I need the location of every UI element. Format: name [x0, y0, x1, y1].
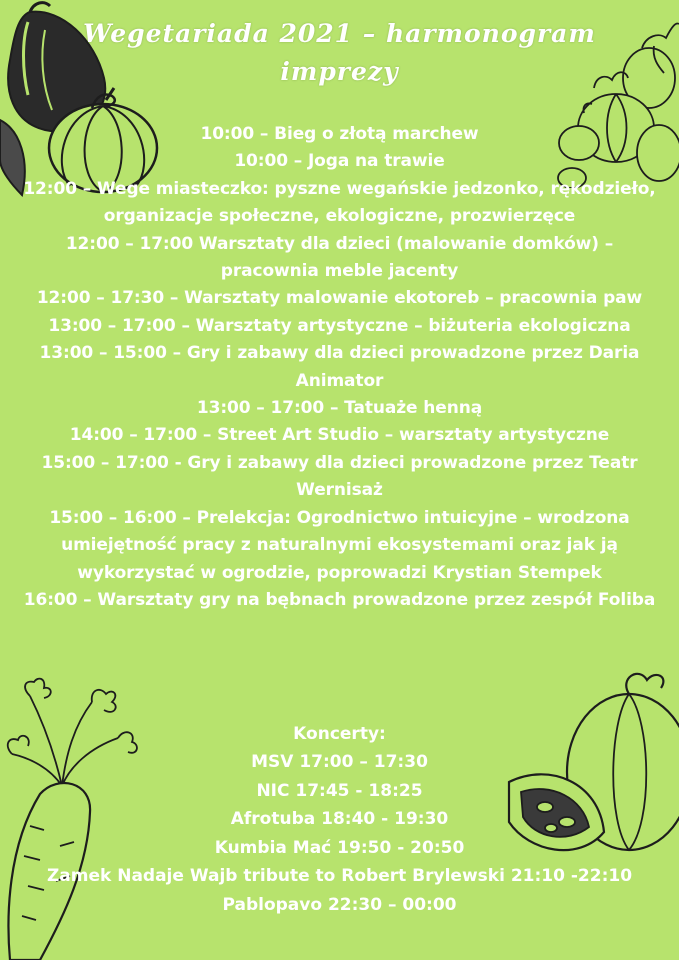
schedule-list — [18, 121, 661, 614]
concert-item: Zamek Nadaje Wajb tribute to Robert Brylewski 21:10 -22:10 — [46, 866, 633, 887]
schedule-item: 16:00 – Warsztaty gry na bębnach prowadzone przez zespół Foliba — [23, 589, 656, 610]
concert-item: Kumbia Mać 19:50 - 20:50 — [214, 837, 465, 858]
concert-item: NIC 17:45 - 18:25 — [256, 780, 423, 801]
schedule-item: 14:00 – 17:00 – Street Art Studio – warsztaty artystyczne — [69, 425, 610, 446]
concerts-list — [18, 748, 661, 920]
concert-item: Afrotuba 18:40 - 19:30 — [230, 809, 449, 830]
schedule-item: 12:00 – 17:00 Warsztaty dla dzieci (malowanie domków) – pracownia meble jacenty — [65, 233, 614, 282]
concerts-heading: Koncerty: — [293, 724, 386, 744]
schedule-item: 13:00 – 15:00 – Gry i zabawy dla dzieci prowadzone przez Daria Animator — [39, 343, 640, 391]
schedule-item: 10:00 – Bieg o złotą marchew — [200, 124, 479, 144]
schedule-item: 15:00 – 17:00 - Gry i zabawy dla dzieci prowadzone przez Teatr Wernisaż — [41, 452, 638, 501]
schedule-item: 10:00 – Joga na trawie — [234, 151, 445, 172]
schedule-item: 12:00 – Wege miasteczko: pyszne wegańskie jedzonko, rękodzieło, organizacje społeczne, ekologiczne, prozwierzęce — [23, 178, 656, 227]
schedule-item: 12:00 – 17:30 – Warsztaty malowanie ekotoreb – pracownia paw — [36, 288, 643, 309]
concert-item: MSV 17:00 – 17:30 — [251, 752, 428, 772]
schedule-item: 13:00 – 17:00 – Warsztaty artystyczne – biżuteria ekologiczna — [48, 315, 631, 336]
poster-title: Wegetariada 2021 – harmonogram imprezy — [83, 19, 596, 86]
schedule-item: 15:00 – 16:00 – Prelekcja: Ogrodnictwo intuicyjne – wrodzona umiejętność pracy z naturalnymi ekosystemami oraz jak ją wykorzystać w ogrodzie, poprowadzi Krystian Stempek — [49, 507, 630, 583]
schedule-item: 13:00 – 17:00 – Tatuaże henną — [196, 398, 483, 419]
concert-item: Pablopavo 22:30 – 00:00 — [222, 894, 457, 915]
